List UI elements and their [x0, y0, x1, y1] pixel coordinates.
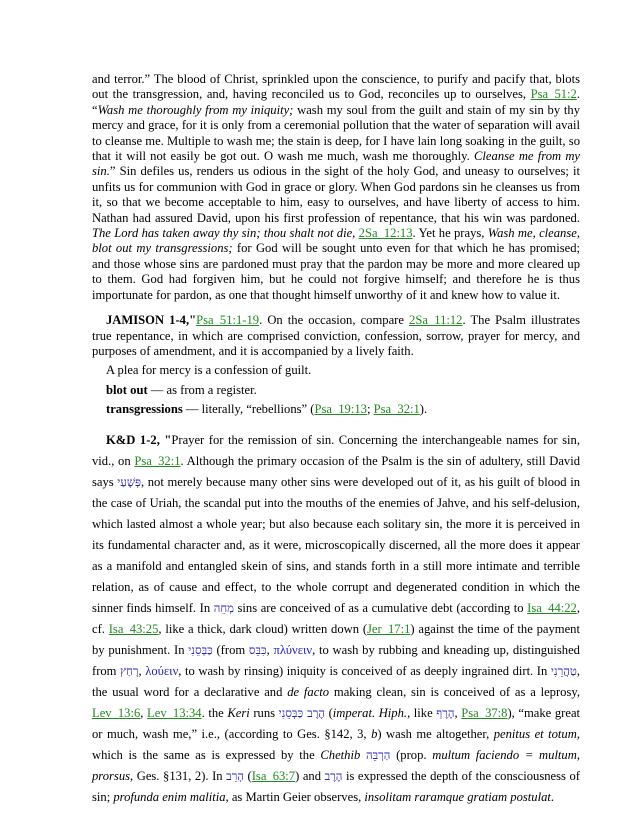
- text: ,: [138, 663, 146, 678]
- hebrew-word: כַּבְּסֵנִי: [188, 642, 213, 657]
- text: — as from a register.: [147, 382, 257, 397]
- italic-term: b: [371, 726, 378, 741]
- text: , cf.: [92, 600, 580, 636]
- text: ” Sin defiles us, renders us odious in the sight of the holy God, and uneasy to ourselves; it unfits us for communion with God in grace or glory. When God pardons sin he cleanses us from it, so that we become acceptable to him, easy to ourselves, and have liberty of access to him. Nathan had assured David, upon his first profession of repentance, that his win was pardoned.: [92, 164, 580, 225]
- greek-word: πλύνειν: [273, 642, 313, 657]
- text: . Yet he prays,: [412, 226, 488, 241]
- hebrew-word: הֶרֶף: [436, 705, 455, 720]
- commentary-label: JAMISON 1-4,": [106, 313, 197, 328]
- jamison-note-line: [106, 402, 580, 417]
- text: (: [325, 705, 333, 720]
- quote: Wash me, cleanse, blot out my transgressions;: [92, 226, 580, 256]
- scripture-link[interactable]: 2Sa_12:13: [358, 226, 413, 241]
- scripture-link[interactable]: Psa_51:2: [530, 87, 577, 102]
- scripture-link[interactable]: Psa_32:1: [373, 402, 420, 417]
- scripture-link[interactable]: Isa_44:22: [527, 600, 577, 615]
- hebrew-word: הֶרֶב: [324, 768, 343, 783]
- text: . “: [92, 87, 580, 117]
- jamison-note-line: [106, 383, 580, 398]
- text: sins are conceived of as a cumulative debt (according to: [233, 600, 528, 615]
- text: . the: [201, 705, 228, 720]
- jamison-note-line: [106, 363, 580, 378]
- text: , not merely because many other sins were developed out of it, as his guilt of blood in the case of Uriah, the scandal put into the mouths of the enemies of Jahve, and his self-delusion, which lasted almost a whole year; but also because each solitary sin, the more it is perceived in its fundamental character and, as it were, microscopically discerned, all the more does it appear as a manifold and entangled skein of sins, and stands forth in a still more intimate and terrible relation, as of cause and effect, to the whole corrupt and degenerated condition in which the sinner finds himself. In: [92, 474, 580, 615]
- text: ) and: [295, 768, 325, 783]
- hebrew-word: כִּבֵּס: [248, 642, 267, 657]
- italic-term: insolitam raramque gratiam postulat: [364, 789, 551, 804]
- scripture-link[interactable]: Isa_63:7: [251, 768, 296, 783]
- hebrew-word: הַרְבֵּה: [365, 747, 391, 762]
- italic-term: multum faciendo = multum, prorsus: [92, 747, 580, 783]
- quote: Cleanse me from my sin.: [92, 149, 580, 179]
- text: making clean, sin is conceived of as a leprosy,: [329, 684, 580, 699]
- text: (from: [212, 642, 249, 657]
- text: . Although the primary occasion of the Psalm is the sin of adultery, still David says: [92, 453, 581, 489]
- text: , as Martin Geier observes,: [225, 789, 365, 804]
- hebrew-word: טַהֲרֵנִי: [550, 663, 577, 678]
- text: Prayer for the remission of sin. Concerning the interchangeable names for sin, vid., on: [92, 432, 580, 468]
- text: and terror.” The blood of Christ, sprinkled upon the conscience, to purify and pacify that, blots out the transgression, and, having reconciled us to God, reconciles up to ourselves,: [92, 72, 580, 102]
- commentary-label: K&D 1-2, ": [106, 432, 172, 447]
- text: , like: [407, 705, 437, 720]
- scripture-link[interactable]: Jer_17:1: [367, 621, 411, 636]
- greek-word: λούειν: [145, 663, 179, 678]
- scripture-link[interactable]: Lev_13:6: [92, 705, 141, 720]
- text: ), “make great or much, wash me,” i.e., (according to Ges. §142, 3,: [92, 705, 581, 741]
- hebrew-word: הֶרֶב כַּבְּסֵנִי: [278, 705, 325, 720]
- italic-term: profunda enim malitia: [113, 789, 226, 804]
- text: , which is the same as is expressed by the: [92, 726, 580, 762]
- hebrew-word: מְחֵה: [213, 600, 234, 615]
- text: . The Psalm illustrates true repentance, in which are comprised conviction, confession, sorrow, prayer for mercy, and purposes of amendment, and it is accompanied by a lively faith.: [92, 313, 581, 358]
- jamison-commentary-paragraph: [92, 313, 580, 359]
- term: blot out: [106, 382, 148, 397]
- scripture-link[interactable]: Psa_51:1-19: [196, 313, 260, 328]
- text: (: [243, 768, 252, 783]
- scripture-link[interactable]: Psa_37:8: [461, 705, 508, 720]
- hebrew-word: פְּשָׁעַי: [117, 474, 141, 489]
- text: (prop.: [390, 747, 433, 762]
- text: wash my soul from the guilt and stain of my sin by thy mercy and grace, for it is only from a ceremonial pollution that the water of separation will avail to cleanse me. Multiple to wash me; the stain is deep, for I have lain long soaking in the guilt, so that it will not easily be got out. O wash me much, wash me thoroughly.: [92, 102, 580, 164]
- scripture-link[interactable]: 2Sa_11:12: [409, 313, 463, 328]
- text: , to wash by rubbing and kneading up, distinguished from: [92, 642, 580, 678]
- scripture-link[interactable]: Psa_32:1: [134, 453, 181, 468]
- text: , to wash by rinsing) iniquity is conceived of as deeply ingrained dirt. In: [178, 663, 551, 678]
- henry-commentary-paragraph: [92, 72, 580, 303]
- term: transgressions: [106, 402, 183, 417]
- text: runs: [249, 705, 279, 720]
- text: for God will be sought unto even for that which he has promised; and those whose sins are pardoned must pray that the pardon may be more and more cleared up to them. God had forgiven him, but he could not forgive himself; and therefore he is thus importunate for pardon, as one that thought himself unworthy of it and knew how to value it.: [92, 241, 580, 302]
- hebrew-word: רָחַץ: [120, 663, 139, 678]
- quote: The Lord has taken away thy sin; thou shalt not die,: [92, 226, 356, 241]
- kd-commentary-paragraph: [92, 430, 580, 808]
- text: ,: [266, 642, 274, 657]
- text: ,: [454, 705, 462, 720]
- scripture-link[interactable]: Isa_43:25: [108, 621, 159, 636]
- italic-term: Keri: [227, 705, 250, 720]
- italic-term: Chethib: [320, 747, 361, 762]
- text: A plea for mercy is a confession of guilt.: [106, 363, 312, 378]
- scripture-link[interactable]: Psa_19:13: [314, 402, 367, 417]
- text: , the usual word for a declarative and: [92, 663, 580, 699]
- text: ,: [140, 705, 148, 720]
- italic-term: de facto: [287, 684, 330, 699]
- text: ;: [366, 402, 374, 417]
- text: ).: [419, 402, 428, 417]
- italic-term: imperat. Hiph.: [332, 705, 408, 720]
- text: , like a thick, dark cloud) written down (: [158, 621, 368, 636]
- text: is expressed the depth of the consciousness of sin;: [92, 768, 580, 804]
- quote: Wash me thoroughly from my iniquity;: [97, 102, 294, 117]
- text: , Ges. §131, 2). In: [130, 768, 227, 783]
- text: — literally, “rebellions” (: [182, 402, 315, 417]
- italic-term: penitus et totum: [493, 726, 577, 741]
- text: .: [550, 789, 555, 804]
- text: ) against the time of the payment by punishment. In: [92, 621, 580, 657]
- text: . On the occasion, compare: [259, 313, 410, 328]
- scripture-link[interactable]: Lev_13:34: [147, 705, 202, 720]
- text: ) wash me altogether,: [377, 726, 494, 741]
- hebrew-word: הָרֵב: [226, 768, 244, 783]
